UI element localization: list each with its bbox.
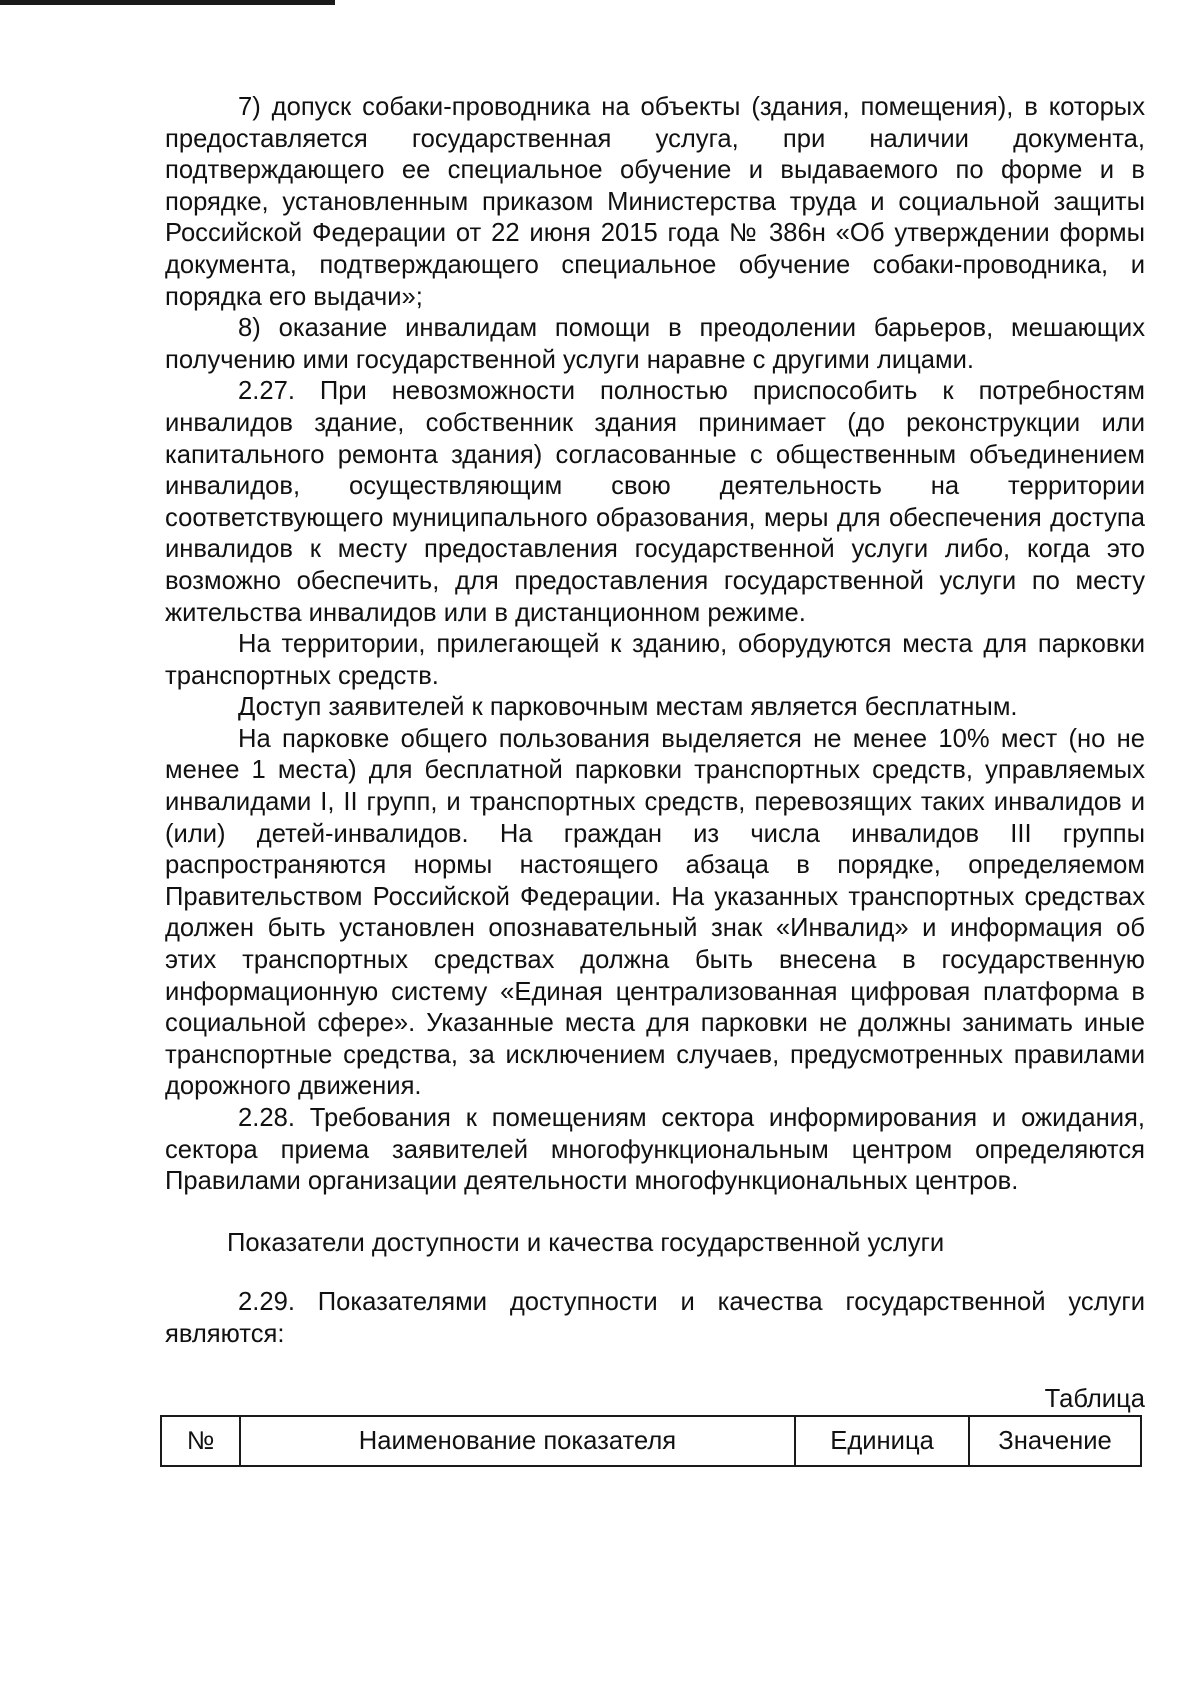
paragraph-2-28: 2.28. Требования к помещениям сектора информирования и ожидания, сектора приема заявителей многофункциональным центром определяются Правилами организации деятельности многофункциональных центров. [165,1104,1145,1196]
paragraph-item-7: 7) допуск собаки-проводника на объекты (здания, помещения), в которых предоставляется государственная услуга, при наличии документа, подтверждающего ее специальное обучение и выдаваемого по форме и в порядке, установленным приказом Министерства труда и социальной защиты Российской Федерации от 22 июня 2015 года № 386н «Об утверждении формы документа, подтверждающего специальное обучение собаки-проводника, и порядка его выдачи»; [165,93,1145,311]
table-caption: Таблица [1044,1384,1145,1413]
indicators-table [160,1415,1142,1467]
section-heading: Показатели доступности и качества государственной услуги [227,1228,945,1257]
paragraph-item-8: 8) оказание инвалидам помощи в преодолении барьеров, мешающих получению ими государственной услуги наравне с другими лицами. [165,314,1145,374]
header-cell-value: Значение [969,1416,1141,1466]
header-cell-indicator-name: Наименование показателя [240,1416,795,1466]
document-page [165,92,1145,1467]
paragraph-2-29: 2.29. Показателями доступности и качества государственной услуги являются: [165,1288,1145,1348]
header-cell-unit: Единица [795,1416,969,1466]
top-scan-rule [0,0,335,5]
table-header-row [161,1416,1141,1466]
header-cell-number: № [161,1416,240,1466]
paragraph-parking-free: Доступ заявителей к парковочным местам является бесплатным. [238,693,1018,722]
paragraph-parking-disabled: На парковке общего пользования выделяется не менее 10% мест (но не менее 1 места) для бесплатной парковки транспортных средств, управляемых инвалидами I, II групп, и транспортных средств, перевозящих таких инвалидов и (или) детей-инвалидов. На граждан из числа инвалидов III группы распространяются нормы настоящего абзаца в порядке, определяемом Правительством Российской Федерации. На указанных транспортных средствах должен быть установлен опознавательный знак «Инвалид» и информация об этих транспортных средствах должна быть внесена в государственную информационную систему «Единая централизованная цифровая платформа в социальной сфере». Указанные места для парковки не должны занимать иные транспортные средства, за исключением случаев, предусмотренных правилами дорожного движения. [165,724,1145,1101]
paragraph-2-27: 2.27. При невозможности полностью приспособить к потребностям инвалидов здание, собственник здания принимает (до реконструкции или капитального ремонта здания) согласованные с общественным объединением инвалидов, осуществляющим свою деятельность на территории соответствующего муниципального образования, меры для обеспечения доступа инвалидов к месту предоставления государственной услуги либо, когда это возможно обеспечить, для предоставления государственной услуги по месту жительства инвалидов или в дистанционном режиме. [165,377,1145,627]
paragraph-parking-territory: На территории, прилегающей к зданию, оборудуются места для парковки транспортных средств. [165,630,1145,690]
